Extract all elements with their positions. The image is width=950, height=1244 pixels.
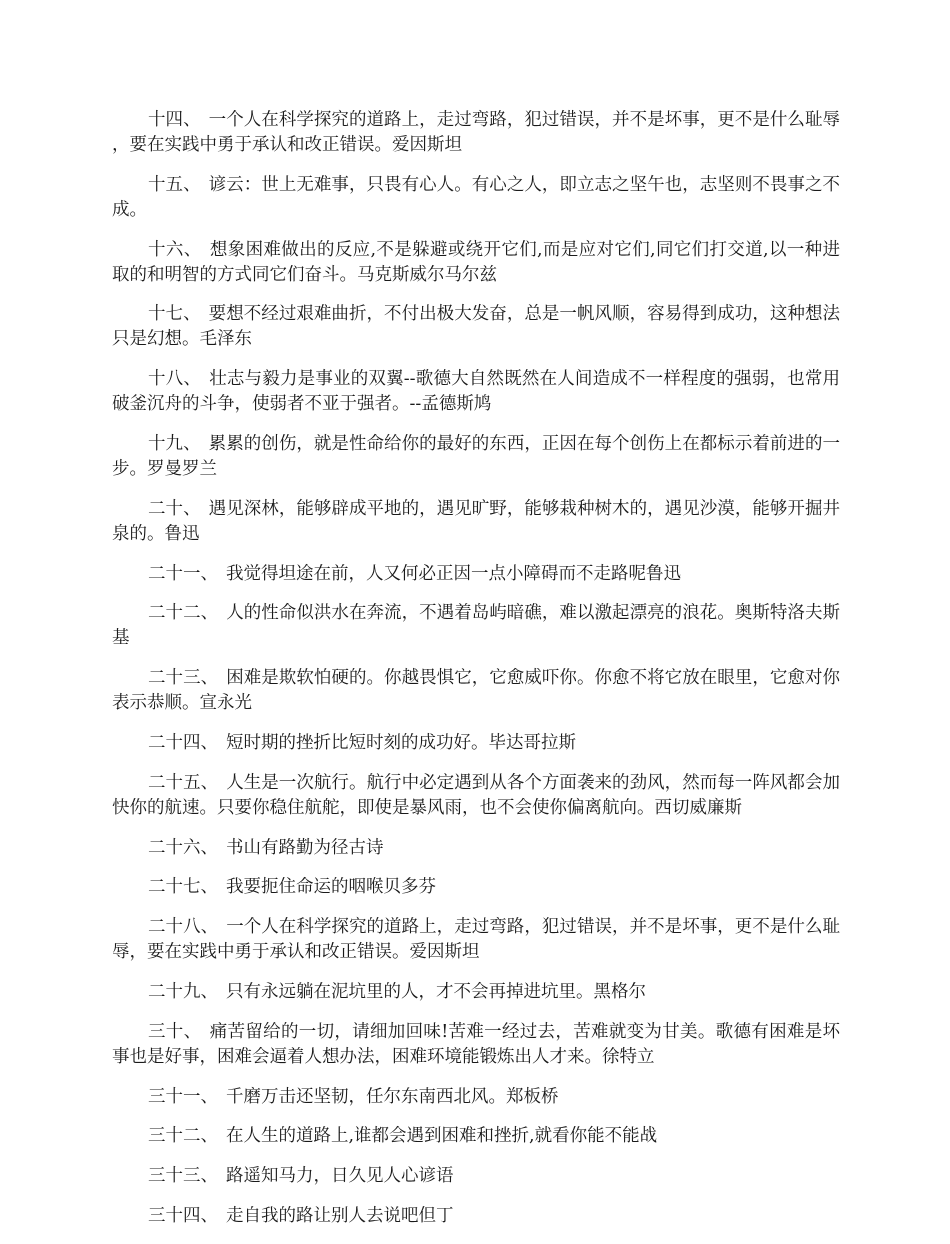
paragraph (112, 173, 840, 223)
paragraph-text: 路遥知马力，日久见人心谚语 (226, 1166, 454, 1187)
paragraph (112, 302, 840, 352)
paragraph-text: 要想不经过艰难曲折，不付出极大发奋，总是一帆风顺，容易得到成功，这种想法只是幻想。毛泽东 (112, 304, 841, 350)
paragraph (112, 875, 840, 900)
paragraph-text: 人生是一次航行。航行中必定遇到从各个方面袭来的劲风，然而每一阵风都会加快你的航速。只要你稳住航舵，即使是暴风雨，也不会使你偏离航向。西切威廉斯 (112, 772, 840, 818)
paragraph (112, 1020, 840, 1070)
paragraph-text: 一个人在科学探究的道路上，走过弯路，犯过错误，并不是坏事，更不是什么耻辱，要在实践中勇于承认和改正错误。爱因斯坦 (112, 917, 840, 963)
item-number: 三十一、 (148, 1086, 218, 1107)
item-number: 二十八、 (148, 917, 219, 938)
paragraph (112, 1164, 840, 1189)
item-number: 十五、 (148, 174, 201, 195)
paragraph (112, 836, 840, 861)
item-number: 二十三、 (148, 668, 219, 689)
document-body (112, 108, 840, 1244)
item-number: 二十六、 (148, 837, 218, 858)
item-number: 二十七、 (148, 877, 218, 898)
paragraph-text: 书山有路勤为径古诗 (226, 837, 384, 858)
paragraph (112, 601, 840, 651)
paragraph (112, 238, 840, 288)
paragraph-text: 只有永远躺在泥坑里的人，才不会再掉进坑里。黑格尔 (226, 981, 646, 1002)
paragraph (112, 108, 840, 158)
paragraph-text: 千磨万击还坚韧，任尔东南西北风。郑板桥 (226, 1086, 559, 1107)
item-number: 二十二、 (148, 603, 219, 624)
paragraph-text: 我觉得坦途在前，人又何必正因一点小障碍而不走路呢鲁迅 (226, 563, 681, 584)
paragraph (112, 432, 840, 482)
paragraph (112, 666, 840, 716)
paragraph-text: 谚云：世上无难事，只畏有心人。有心之人，即立志之坚午也，志坚则不畏事之不成。 (112, 174, 841, 220)
paragraph (112, 367, 840, 417)
paragraph (112, 562, 840, 587)
paragraph (112, 497, 840, 547)
item-number: 二十五、 (148, 772, 219, 793)
paragraph-text: 短时期的挫折比短时刻的成功好。毕达哥拉斯 (226, 732, 576, 753)
paragraph (112, 1085, 840, 1110)
paragraph-text: 我要扼住命运的咽喉贝多芬 (226, 877, 436, 898)
paragraph (112, 915, 840, 965)
item-number: 三十三、 (148, 1166, 218, 1187)
item-number: 十四、 (148, 110, 201, 130)
paragraph-text: 走自我的路让别人去说吧但丁 (226, 1205, 454, 1226)
paragraph-text: 痛苦留给的一切，请细加回味!苦难一经过去，苦难就变为甘美。歌德有困难是坏事也是好事，困难会逼着人想办法，困难环境能锻炼出人才来。徐特立 (112, 1021, 840, 1067)
paragraph-text: 遇见深林，能够辟成平地的，遇见旷野，能够栽种树木的，遇见沙漠，能够开掘井泉的。鲁迅 (112, 498, 841, 544)
paragraph-text: 困难是欺软怕硬的。你越畏惧它，它愈威吓你。你愈不将它放在眼里，它愈对你表示恭顺。宣永光 (112, 668, 840, 714)
paragraph (112, 731, 840, 756)
item-number: 三十二、 (148, 1126, 218, 1147)
paragraph (112, 980, 840, 1005)
item-number: 二十一、 (148, 563, 218, 584)
item-number: 十七、 (148, 304, 201, 325)
item-number: 十九、 (148, 433, 201, 454)
item-number: 二十四、 (148, 732, 218, 753)
item-number: 十八、 (148, 369, 202, 390)
item-number: 三十四、 (148, 1205, 218, 1226)
paragraph (112, 1204, 840, 1229)
item-number: 十六、 (148, 239, 202, 260)
item-number: 二十、 (148, 498, 201, 519)
paragraph-text: 在人生的道路上,谁都会遇到困难和挫折,就看你能不能战 (226, 1126, 658, 1147)
paragraph-text: 人的性命似洪水在奔流，不遇着岛屿暗礁，难以激起漂亮的浪花。奥斯特洛夫斯基 (112, 603, 840, 649)
paragraph (112, 771, 840, 821)
paragraph-text: 壮志与毅力是事业的双翼--歌德大自然既然在人间造成不一样程度的强弱，也常用破釜沉舟的斗争，使弱者不亚于强者。--孟德斯鸠 (112, 369, 841, 415)
item-number: 二十九、 (148, 981, 218, 1002)
paragraph-text: 一个人在科学探究的道路上，走过弯路，犯过错误，并不是坏事，更不是什么耻辱，要在实践中勇于承认和改正错误。爱因斯坦 (112, 110, 841, 155)
paragraph-text: 累累的创伤，就是性命给你的最好的东西，正因在每个创伤上在都标示着前进的一步。罗曼罗兰 (112, 433, 841, 479)
paragraph (112, 1124, 840, 1149)
paragraph-text: 想象困难做出的反应,不是躲避或绕开它们,而是应对它们,同它们打交道,以一种进取的和明智的方式同它们奋斗。马克斯威尔马尔兹 (112, 239, 841, 285)
item-number: 三十、 (148, 1021, 202, 1042)
